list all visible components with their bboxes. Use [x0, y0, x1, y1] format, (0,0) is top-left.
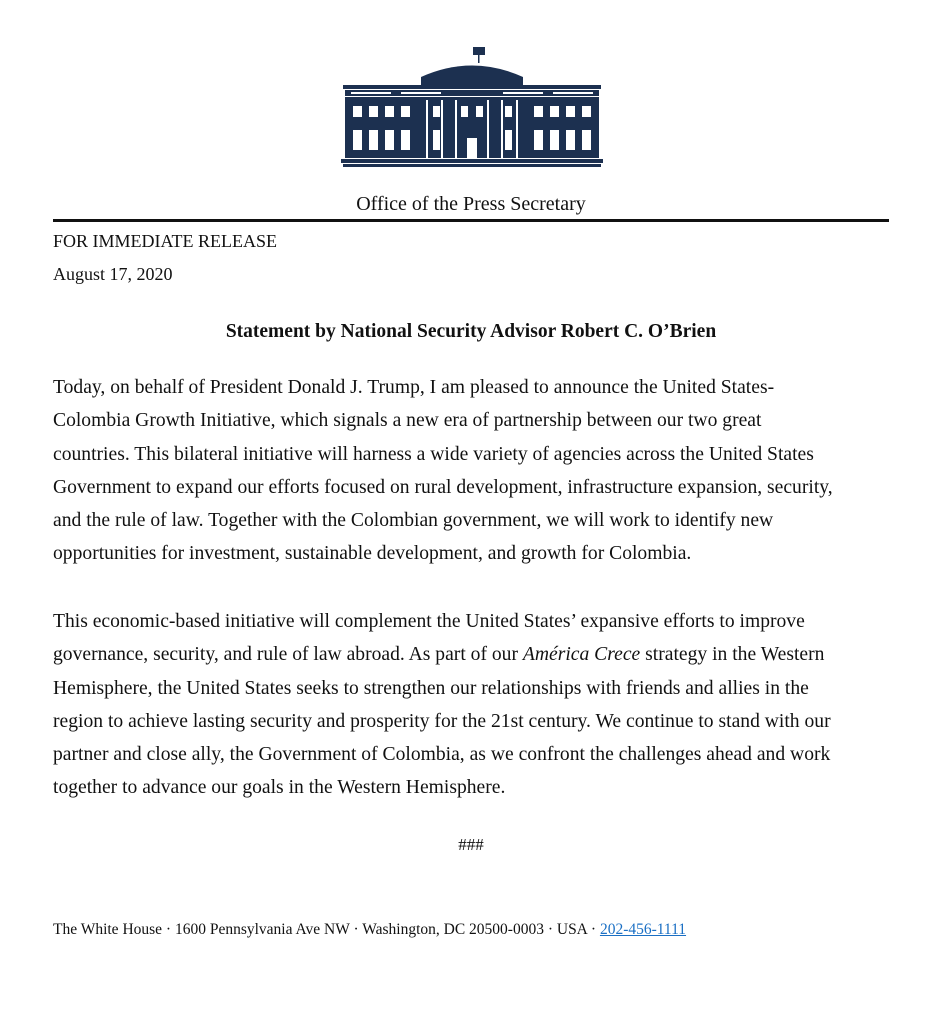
statement-title: Statement by National Security Advisor Robert C. O’Brien	[225, 321, 717, 342]
phone-link[interactable]: 202-456-1111	[599, 921, 687, 938]
paragraph-1-line: Today, on behalf of President Donald J. Trump, I am pleased to announce the United States-	[53, 377, 775, 398]
footer-address-text: The White House · 1600 Pennsylvania Ave NW · Washington, DC 20500-0003 · USA ·	[53, 921, 600, 938]
paragraph-2-line: region to achieve lasting security and prosperity for the 21st century. We continue to stand with our	[53, 710, 831, 732]
strategy-name: América Crece	[522, 644, 641, 666]
paragraph-2-line: Hemisphere, the United States seeks to strengthen our relationships with friends and allies in the	[53, 677, 809, 699]
white-house-logo	[341, 44, 603, 168]
paragraph-1-line: opportunities for investment, sustainable development, and growth for Colombia.	[53, 543, 692, 565]
end-mark: ###	[458, 835, 484, 854]
header-divider	[53, 219, 889, 222]
paragraph-1-line: countries. This bilateral initiative will harness a wide variety of agencies across the United States	[53, 443, 814, 465]
office-title: Office of the Press Secretary	[356, 193, 586, 215]
paragraph-2-line: This economic-based initiative will complement the United States’ expansive efforts to improve	[53, 611, 805, 632]
paragraph-1-line: Government to expand our efforts focused on rural development, infrastructure expansion, security,	[53, 476, 833, 498]
paragraph-2-line	[53, 638, 898, 671]
footer-address	[53, 920, 686, 940]
paragraph-2	[53, 605, 898, 805]
paragraph-1-line: Colombia Growth Initiative, which signals a new era of partnership between our two great	[53, 410, 762, 432]
paragraph-2-text: governance, security, and rule of law abroad. As part of our	[53, 644, 523, 666]
paragraph-2-text: strategy in the Western	[640, 644, 825, 666]
paragraph-2-line: partner and close ally, the Government of Colombia, as we confront the challenges ahead and work	[53, 744, 831, 766]
paragraph-1-line: and the rule of law. Together with the Colombian government, we will work to identify new	[53, 510, 774, 532]
release-label: FOR IMMEDIATE RELEASE	[53, 231, 277, 251]
paragraph-1	[53, 371, 898, 571]
paragraph-2-line: together to advance our goals in the Western Hemisphere.	[53, 777, 506, 799]
release-date: August 17, 2020	[53, 264, 173, 284]
